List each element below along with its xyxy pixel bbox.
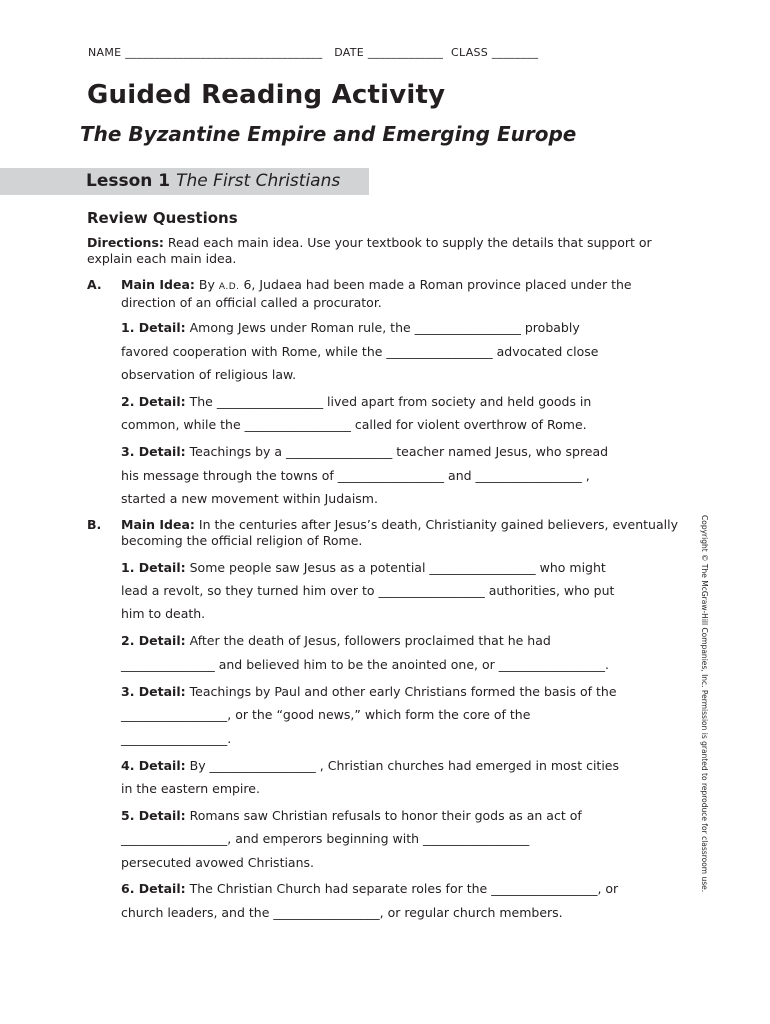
detail-line — [121, 606, 691, 621]
detail-label: 1. Detail: — [121, 320, 186, 335]
detail-label: 1. Detail: — [121, 560, 186, 575]
detail-line[interactable] — [121, 560, 691, 575]
detail-text: common, while the _________________ called for violent overthrow of Rome. — [121, 417, 587, 432]
detail-line — [121, 491, 691, 506]
detail-line[interactable] — [121, 417, 691, 432]
detail-line[interactable] — [121, 320, 691, 335]
chapter-title: The Byzantine Empire and Emerging Europe — [80, 122, 577, 146]
detail-line — [121, 684, 691, 699]
detail-line — [121, 808, 691, 823]
detail-line[interactable] — [121, 707, 691, 722]
detail-line[interactable] — [121, 657, 691, 672]
detail-text: persecuted avowed Christians. — [121, 855, 315, 870]
copyright-notice: Copyright © The McGraw-Hill Companies, Inc. Permission is granted to reproduce for classroom use. — [700, 515, 709, 893]
detail-text: lead a revolt, so they turned him over to _________________ authorities, who put — [121, 583, 615, 598]
section-b-main-idea — [121, 517, 681, 549]
detail-text: _________________, or the “good news,” which form the core of the — [121, 707, 531, 722]
directions — [87, 235, 677, 267]
detail-text: Among Jews under Roman rule, the _________________ probably — [185, 320, 580, 335]
directions-text: Read each main idea. Use your textbook to supply the details that support or explain each main idea. — [87, 235, 652, 266]
page-title: Guided Reading Activity — [87, 80, 446, 110]
detail-text: Romans saw Christian refusals to honor their gods as an act of — [185, 808, 582, 823]
detail-label: 2. Detail: — [121, 394, 186, 409]
detail-text: _________________. — [121, 731, 232, 746]
detail-text: observation of religious law. — [121, 367, 297, 382]
detail-label: 3. Detail: — [121, 444, 186, 459]
main-idea-text: By — [194, 277, 219, 292]
detail-label: 6. Detail: — [121, 881, 186, 896]
lesson-title: The First Christians — [176, 171, 341, 191]
detail-line[interactable] — [121, 583, 691, 598]
main-idea-text: In the centuries after Jesus’s death, Christianity gained believers, eventually becoming the official religion of Rome. — [121, 517, 678, 548]
detail-line[interactable] — [121, 394, 691, 409]
date-field[interactable]: _____________ — [367, 46, 444, 59]
detail-line[interactable] — [121, 881, 691, 896]
detail-text: favored cooperation with Rome, while the _________________ advocated close — [121, 344, 599, 359]
detail-text: By _________________ , Christian churches had emerged in most cities — [185, 758, 619, 773]
section-a-letter: A. — [87, 277, 102, 292]
detail-label: 5. Detail: — [121, 808, 186, 823]
detail-text: his message through the towns of _________________ and _________________ , — [121, 468, 590, 483]
main-idea-label: Main Idea: — [121, 277, 195, 292]
detail-text: started a new movement within Judaism. — [121, 491, 378, 506]
detail-text: After the death of Jesus, followers proclaimed that he had — [185, 633, 551, 648]
detail-label: 3. Detail: — [121, 684, 186, 699]
detail-line[interactable] — [121, 444, 691, 459]
date-label: DATE — [334, 46, 365, 59]
detail-line[interactable] — [121, 731, 691, 746]
detail-line — [121, 633, 691, 648]
detail-text: The _________________ lived apart from society and held goods in — [185, 394, 592, 409]
detail-line — [121, 781, 691, 796]
detail-text: him to death. — [121, 606, 206, 621]
class-label: CLASS — [451, 46, 489, 59]
detail-text: Teachings by a _________________ teacher named Jesus, who spread — [185, 444, 609, 459]
section-a-main-idea — [121, 277, 681, 311]
main-idea-label: Main Idea: — [121, 517, 195, 532]
class-field[interactable]: ________ — [491, 46, 539, 59]
detail-text: Teachings by Paul and other early Christians formed the basis of the — [185, 684, 617, 699]
detail-line[interactable] — [121, 758, 691, 773]
detail-text: _________________, and emperors beginning with _________________ — [121, 831, 530, 846]
detail-label: 2. Detail: — [121, 633, 186, 648]
detail-text: Some people saw Jesus as a potential _________________ who might — [185, 560, 606, 575]
main-idea-text: 6, Judaea had been made a Roman province placed under the direction of an official called a procurator. — [121, 277, 632, 310]
lesson-banner — [0, 168, 369, 195]
student-info-header — [88, 46, 688, 59]
era-label: A.D. — [218, 282, 240, 292]
detail-line[interactable] — [121, 831, 691, 846]
detail-line[interactable] — [121, 468, 691, 483]
detail-label: 4. Detail: — [121, 758, 186, 773]
name-field[interactable]: __________________________________ — [125, 46, 323, 59]
review-heading: Review Questions — [87, 209, 238, 227]
detail-line — [121, 855, 691, 870]
lesson-number: Lesson 1 — [86, 171, 171, 191]
detail-text: _______________ and believed him to be the anointed one, or _________________. — [121, 657, 609, 672]
detail-line — [121, 367, 691, 382]
directions-label: Directions: — [87, 235, 164, 250]
detail-line[interactable] — [121, 344, 691, 359]
section-b-letter: B. — [87, 517, 102, 532]
detail-text: in the eastern empire. — [121, 781, 260, 796]
name-label: NAME — [88, 46, 122, 59]
detail-text: church leaders, and the _________________, or regular church members. — [121, 905, 563, 920]
detail-text: The Christian Church had separate roles for the _________________, or — [185, 881, 619, 896]
detail-line[interactable] — [121, 905, 691, 920]
